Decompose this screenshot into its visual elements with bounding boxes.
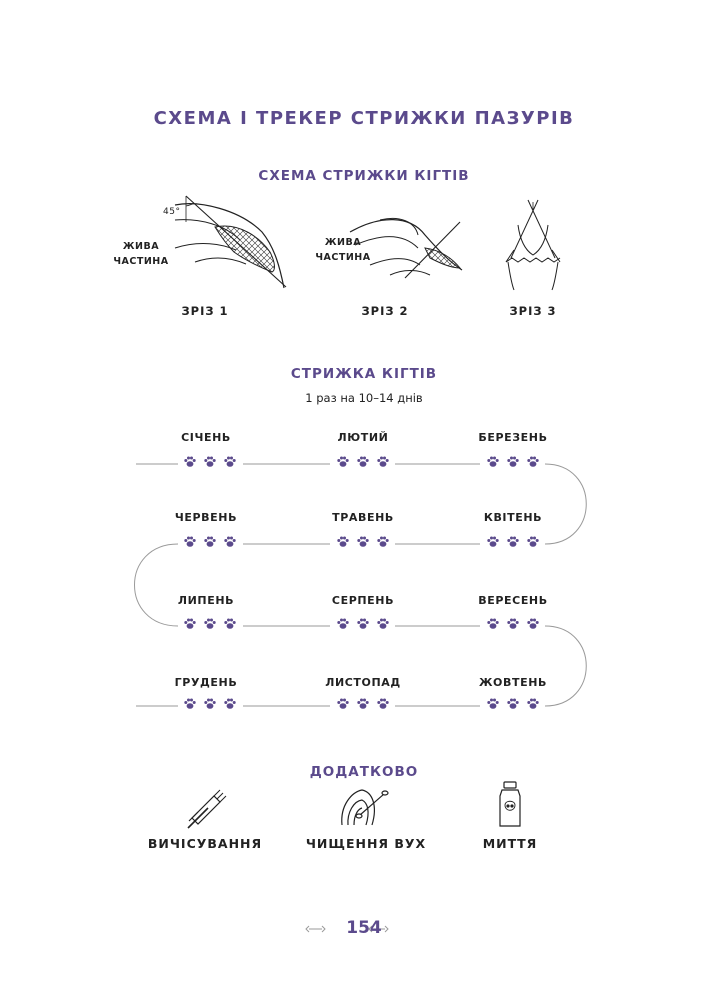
page-title: СХЕМА І ТРЕКЕР СТРИЖКИ ПАЗУРІВ xyxy=(153,108,575,129)
angle-label: 45° xyxy=(163,207,181,217)
live-part-line2: ЧАСТИНА xyxy=(113,256,169,267)
cut-2-label: ЗРІЗ 2 xyxy=(361,304,409,318)
month-label: ЖОВТЕНЬ xyxy=(478,676,547,689)
month-label: КВІТЕНЬ xyxy=(483,511,543,524)
month-label: ЛЮТИЙ xyxy=(337,431,389,444)
tracker-heading: СТРИЖКА КІГТІВ xyxy=(290,366,438,382)
month-label: ЧЕРВЕНЬ xyxy=(174,511,238,524)
month-label: ГРУДЕНЬ xyxy=(174,676,238,689)
extras-heading: ДОДАТКОВО xyxy=(309,764,419,780)
live-part-line2: ЧАСТИНА xyxy=(315,252,371,263)
month-label: БЕРЕЗЕНЬ xyxy=(478,431,548,444)
live-part-line1: ЖИВА xyxy=(122,241,160,252)
cut-1-label: ЗРІЗ 1 xyxy=(181,304,229,318)
month-label: СІЧЕНЬ xyxy=(181,431,231,444)
cut-3-label: ЗРІЗ 3 xyxy=(509,304,557,318)
month-label: СЕРПЕНЬ xyxy=(331,594,395,607)
month-label: ТРАВЕНЬ xyxy=(332,511,394,524)
extra-label-ear-cleaning: ЧИЩЕННЯ ВУХ xyxy=(305,836,427,851)
month-label: ЛИПЕНЬ xyxy=(177,594,235,607)
page-number: 154 xyxy=(346,918,382,938)
extra-label-bathing: МИТТЯ xyxy=(482,836,538,851)
scheme-heading: СХЕМА СТРИЖКИ КІГТІВ xyxy=(258,168,470,184)
live-part-line1: ЖИВА xyxy=(324,237,362,248)
month-label: ВЕРЕСЕНЬ xyxy=(478,594,548,607)
extra-label-grooming: ВИЧІСУВАННЯ xyxy=(147,836,263,851)
tracker-frequency: 1 раз на 10–14 днів xyxy=(305,391,423,405)
month-label: ЛИСТОПАД xyxy=(325,676,401,689)
